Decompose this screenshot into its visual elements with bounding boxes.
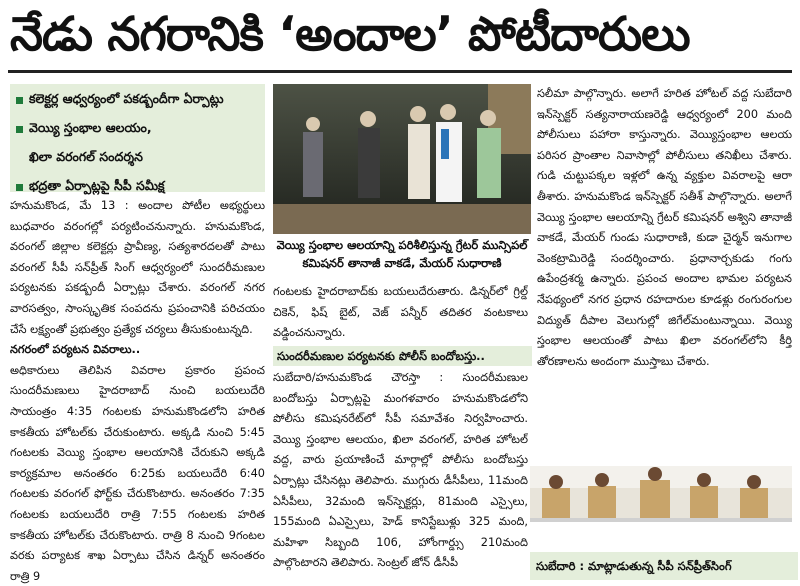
photo-caption: సుబేదారి : మాట్లాడుతున్న సీపీ సన్‌ప్రీత్‌సింగ్: [530, 552, 798, 580]
article-column-3: [537, 84, 792, 460]
paragraph: సుబేదారి/హనుమకొండ చౌరస్తా : సుందరీమణుల బందోబస్తు ఏర్పాట్లపై మంగళవారం హనుమకొండలోని పోలీసు కమిషనరేట్‌లో సీపీ సమావేశం నిర్వహించారు. వెయ్యి స్తంభాల ఆలయం, ఖిలా వరంగల్, హరిత హోటల్ వద్ద, వారు ప్రయాణించే మార్గాల్లో పోలీసు బందోబస్తు ఏర్పాట్లు చేసినట్లు తెలిపారు. ముగ్గురు డీసీపీలు, 11మంది ఏసీపీలు, 32మంది ఇన్‌స్పెక్టర్లు, 81మంది ఎస్సైలు, 155మంది ఏఎస్సైలు, హెడ్ కానిస్టేబుళ్లు 325 మంది, మహిళా సిబ్బంది 106, హోంగార్డ్సు 210మంది పాల్గొంటారని తెలిపారు. సెంట్రల్ జోన్ డీసీపీ: [273, 371, 528, 570]
highlight-item: వెయ్యి స్తంభాల ఆలయం,: [10, 116, 265, 142]
article-column-2b: [273, 368, 528, 584]
article-column-2: [273, 282, 528, 344]
police-meeting-photo: [530, 466, 792, 550]
paragraph: అధికారులు తెలిపిన వివరాల ప్రకారం ప్రపంచ సుందరీమణులు హైదరాబాద్ నుంచి బయలుదేరి సాయంత్రం 4:35 గంటలకు హనుమకొండలోని హరిత కాకతీయ హోటల్‌కు చేరుకుంటారు. అక్కడి నుంచి 5:45 గంటలకు వెయ్యి స్తంభాల ఆలయానికి చేరుకుని అక్కడి కార్యక్రమాల అనంతరం 6:25కు బయలుదేరి 6:40 గంటలకు వరంగల్ ఫోర్ట్‌కు చేరుకొంటారు. అనంతరం 7:35 గంటలకు బయలుదేరి రాత్రి 7:55 గంటలకు హరిత కాకతీయ హోటల్‌కు చేరుకొంటారు. రాత్రి 8 నుంచి 9గంటల వరకు పర్యాటక శాఖ ఏర్పాటు చేసిన డిన్నర్ అనంతరం రాత్రి 9: [10, 363, 265, 583]
highlights-box: [10, 84, 265, 192]
bullet-square-icon: [16, 184, 23, 191]
temple-visit-image: [273, 84, 531, 234]
bullet-square-icon: [16, 97, 23, 104]
page-headline: నేడు నగరానికి ‘అందాల’ పోటీదారులు: [10, 7, 690, 62]
headline-rule: [8, 70, 792, 73]
police-meeting-image: [530, 466, 792, 550]
highlight-item: ఖిలా వరంగల్ సందర్శన: [29, 148, 143, 164]
paragraph: హనుమకొండ, మే 13 : అందాల పోటీల అభ్యర్థులు బుధవారం వరంగల్లో పర్యటించనున్నారు. హనుమకొండ, వరంగల్ జిల్లాల కలెక్టర్లు ప్రావీణ్య, సత్యశారదలతో పాటు వరంగల్ సీపీ సన్‌ప్రీత్ సింగ్ ఆధ్వర్యంలో సుందరీమణుల పర్యటనకు పకడ్బందీ ఏర్పాట్లు చేశారు. వరంగల్ నగర వారసత్వం, సాంస్కృతిక సంపదను ప్రపంచానికి పరిచయం చేసే లక్ష్యంతో ప్రభుత్వం ప్రత్యేక చర్యలు తీసుకుంటున్నది.: [10, 199, 265, 336]
highlight-item: భద్రతా ఏర్పాట్లపై సీపీ సమీక్ష: [10, 174, 265, 200]
paragraph: సలీమా పాల్గొన్నారు. అలాగే హరిత హోటల్ వద్ద సుబేదారి ఇన్‌స్పెక్టర్ సత్యనారాయణరెడ్డి ఆధ్వర్యంలో 200 మంది పోలీసులు పహారా కాస్తున్నారు. వెయ్యిస్తంభాల ఆలయ పరిసర ప్రాంతాల నివాసాల్లో పోలీసులు తనిఖీలు చేశారు. గుడి చుట్టుపక్కల ఇళ్లలో ఉన్న వ్యక్తుల వివరాలపై ఆరా తీశారు. హనుమకొండ ఇన్‌స్పెక్టర్ సతీశ్ పాల్గొన్నారు. అలాగే వెయ్యి స్తంభాల ఆలయాన్ని గ్రేటర్ కమిషనర్ అశ్విని తానాజీ వాకడే, మేయర్ గుండు సుధారాణి, కుడా చైర్మన్ ఇనుగాల వెంకట్రామిరెడ్డి సందర్శించారు. ప్రధానార్చకుడు గంగు ఉపేంద్రశర్మ ఉన్నారు. ప్రపంచ అందాల భామల పర్యటన నేపథ్యంలో నగర ప్రధాన రహదారుల కూడళ్లు రంగురంగుల విద్యుత్ దీపాల వెలుగుల్లో జిగేల్‌మంటున్నాయి. వెయ్యి స్తంభాల ఆలయంతో పాటు ఖిలా వరంగల్‌లోని కీర్తి తోరణాలను అందంగా ముస్తాబు చేశారు.: [537, 87, 792, 368]
temple-visit-photo: [273, 84, 531, 234]
article-column-1: [10, 196, 265, 584]
bullet-square-icon: [16, 126, 23, 133]
photo-caption: వెయ్యి స్తంభాల ఆలయాన్ని పరిశీలిస్తున్న గ్రేటర్ మున్సిపల్ కమిషనర్ తానాజీ వాకడే, మేయర్ సుధారాణి: [276, 238, 528, 270]
paragraph: గంటలకు హైదరాబాద్‌కు బయలుదేరుతారు. డిన్నర్‌లో గ్రిల్డ్ చికెన్, ఫిష్ బైట్, వెజ్ పన్నీర్ తదితర వంటకాలు వడ్డించనున్నారు.: [273, 285, 528, 340]
highlight-item: కలెక్టర్ల ఆధ్వర్యంలో పకడ్బందీగా ఏర్పాట్లు: [10, 87, 265, 113]
subheading: నగరంలో పర్యటన వివరాలు..: [10, 343, 141, 357]
subheading: సుందరీమణుల పర్యటనకు పోలీస్ బందోబస్తు..: [273, 346, 532, 366]
